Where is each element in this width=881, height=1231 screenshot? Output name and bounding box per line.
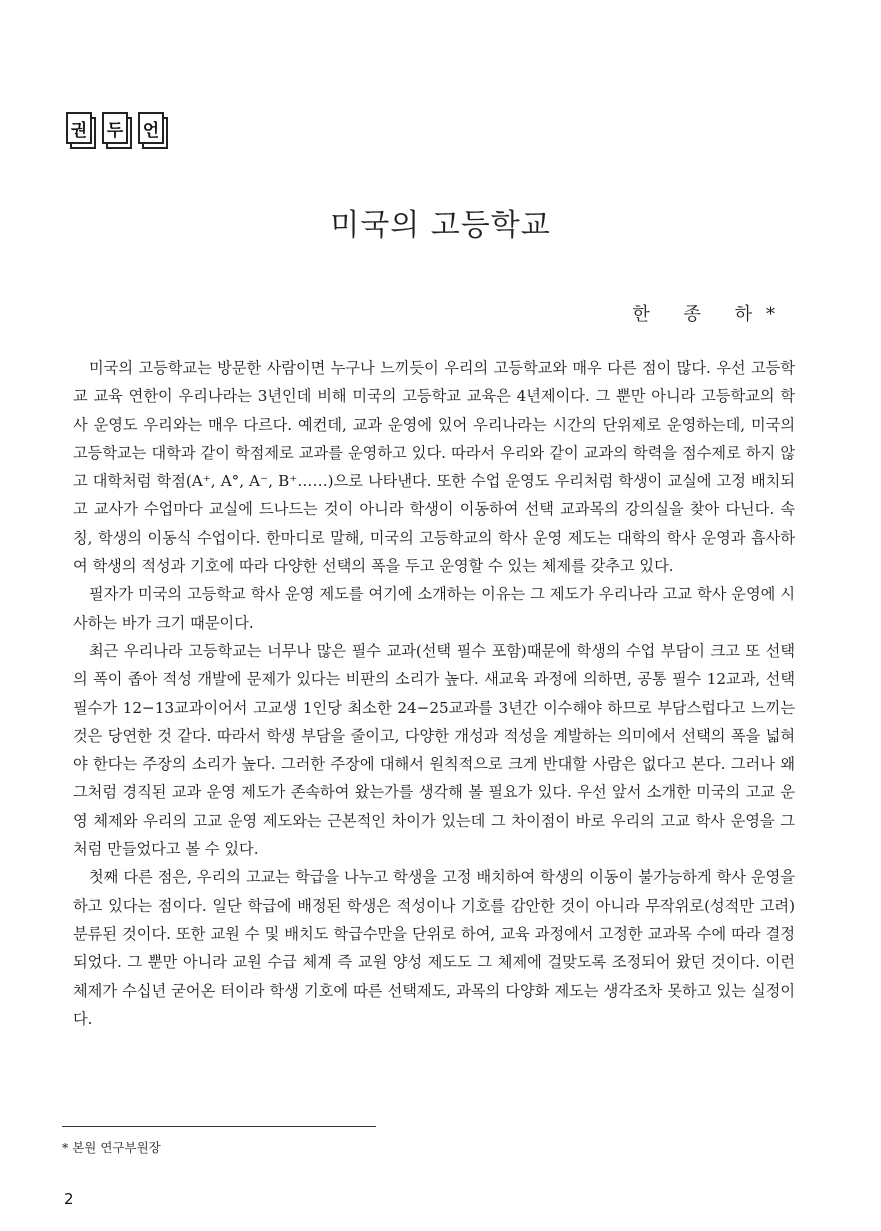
footnote-divider [62, 1126, 376, 1127]
badge-character: 두 [102, 112, 128, 144]
footnote: * 본원 연구부원장 [62, 1140, 161, 1155]
badge-block [138, 112, 168, 150]
section-badge [66, 112, 168, 150]
page-number: 2 [64, 1190, 74, 1208]
badge-block [66, 112, 96, 150]
paragraph: 첫째 다른 점은, 우리의 고교는 학급을 나누고 학생을 고정 배치하여 학생의 이동이 불가능하게 학사 운영을 하고 있다는 점이다. 일단 학급에 배정된 학생은 적성이나 기호를 감안한 것이 아니라 무작위로(성적만 고려) 분류된 것이다. 또한 교원 수 및 배치도 학급수만을 단위로 하여, 교육 과정에서 고정한 교과목 수에 따라 결정되었다. 그 뿐만 아니라 교원 수급 체계 즉 교원 양성 제도도 그 체제에 걸맞도록 조정되어 왔던 것이다. 이런 체제가 수십년 굳어온 터이라 학생 기호에 따른 선택제도, 과목의 다양화 제도는 생각조차 못하고 있는 실정이다. [73, 868, 795, 1028]
badge-character: 권 [66, 112, 92, 144]
paragraph: 최근 우리나라 고등학교는 너무나 많은 필수 교과(선택 필수 포함)때문에 학생의 수업 부담이 크고 또 선택의 폭이 좁아 적성 개발에 문제가 있다는 비판의 소리가 높다. 새교육 과정에 의하면, 공통 필수 12교과, 선택 필수가 12−13교과이어서 고교생 1인당 최소한 24−25교과를 3년간 이수해야 하므로 부담스럽다고 느끼는 것은 당연한 것 같다. 따라서 학생 부담을 줄이고, 다양한 개성과 적성을 계발하는 의미에서 선택의 폭을 넓혀야 한다는 주장의 소리가 높다. 그러한 주장에 대해서 원칙적으로 크게 반대할 사람은 없다고 본다. 그러나 왜 그처럼 경직된 교과 운영 제도가 존속하여 왔는가를 생각해 볼 필요가 있다. 우선 앞서 소개한 미국의 고교 운영 체제와 우리의 고교 운영 제도와는 근본적인 차이가 있는데 그 차이점이 바로 우리의 고교 학사 운영을 그처럼 만들었다고 볼 수 있다. [73, 641, 795, 859]
badge-block [102, 112, 132, 150]
paragraph: 미국의 고등학교는 방문한 사람이면 누구나 느끼듯이 우리의 고등학교와 매우 다른 점이 많다. 우선 고등학교 교육 연한이 우리나라는 3년인데 비해 미국의 고등학교 교육은 4년제이다. 그 뿐만 아니라 고등학교의 학사 운영도 우리와는 매우 다르다. 예컨데, 교과 운영에 있어 우리나라는 시간의 단위제로 운영하는데, 미국의 고등학교는 대학과 같이 학점제로 교과를 운영하고 있다. 따라서 우리와 같이 교과의 학력을 점수제로 하지 않고 대학처럼 학점(A⁺, A°, A⁻, B⁺……)으로 나타낸다. 또한 수업 운영도 우리처럼 학생이 교실에 고정 배치되고 교사가 수업마다 교실에 드나드는 것이 아니라 학생이 이동하여 선택 교과목의 강의실을 찾아 다닌다. 속칭, 학생의 이동식 수업이다. 한마디로 말해, 미국의 고등학교의 학사 운영 제도는 대학의 학사 운영과 흡사하여 학생의 적성과 기호에 따라 다양한 선택의 폭을 두고 운영할 수 있는 체제를 갖추고 있다. [73, 359, 795, 576]
paragraph: 필자가 미국의 고등학교 학사 운영 제도를 여기에 소개하는 이유는 그 제도가 우리나라 고교 학사 운영에 시사하는 바가 크기 때문이다. [73, 585, 795, 632]
article-body [73, 354, 795, 1033]
article-title: 미국의 고등학교 [330, 208, 551, 243]
badge-character: 언 [138, 112, 164, 144]
author-name: 한 종 하* [632, 304, 789, 325]
